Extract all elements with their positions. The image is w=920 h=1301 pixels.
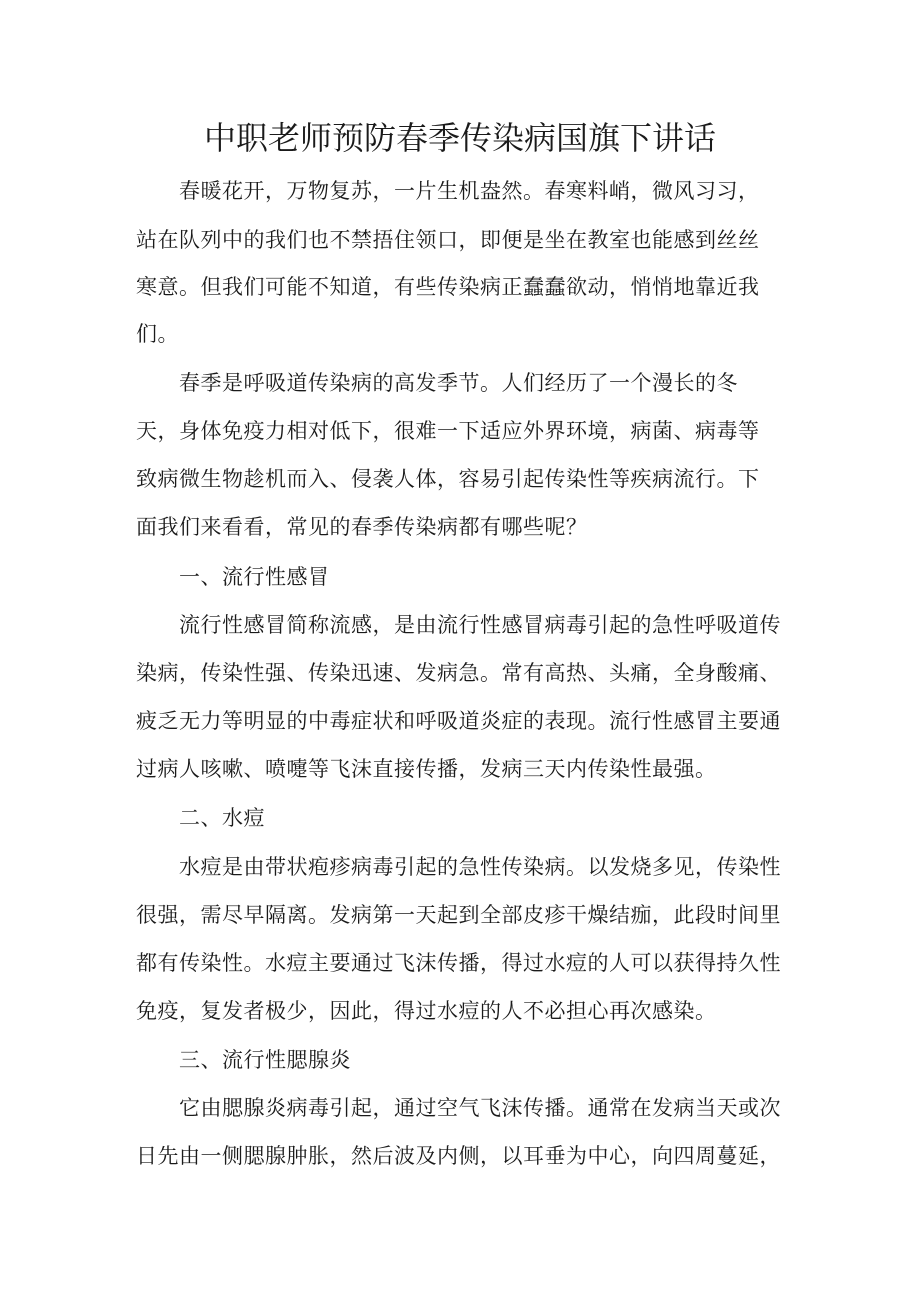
paragraph-3-line-2: 染病，传染性强、传染迅速、发病急。常有高热、头痛，全身酸痛、: [136, 661, 781, 685]
paragraph-2-line-3: 致病微生物趁机而入、侵袭人体，容易引起传染性等疾病流行。下: [136, 467, 760, 491]
paragraph-1-line-3: 寒意。但我们可能不知道，有些传染病正蠢蠢欲动，悄悄地靠近我: [136, 275, 760, 299]
section-heading-influenza: 一、流行性感冒: [179, 565, 330, 589]
paragraph-2-line-2: 天，身体免疫力相对低下，很难一下适应外界环境，病菌、病毒等: [136, 419, 760, 443]
paragraph-4-line-3: 都有传染性。水痘主要通过飞沫传播，得过水痘的人可以获得持久性: [136, 951, 781, 975]
paragraph-3-line-3: 疲乏无力等明显的中毒症状和呼吸道炎症的表现。流行性感冒主要通: [136, 709, 781, 733]
paragraph-2-line-4: 面我们来看看，常见的春季传染病都有哪些呢？: [136, 515, 588, 539]
paragraph-3-line-4: 过病人咳嗽、喷嚏等飞沫直接传播，发病三天内传染性最强。: [136, 757, 717, 781]
paragraph-5-line-1: 它由腮腺炎病毒引起，通过空气飞沫传播。通常在发病当天或次: [179, 1096, 781, 1120]
document-title: 中职老师预防春季传染病国旗下讲话: [203, 119, 716, 157]
section-heading-mumps: 三、流行性腮腺炎: [179, 1048, 351, 1072]
paragraph-5-line-2: 日先由一侧腮腺肿胀，然后波及内侧，以耳垂为中心，向四周蔓延，: [136, 1144, 781, 1168]
paragraph-4-line-2: 很强，需尽早隔离。发病第一天起到全部皮疹干燥结痂，此段时间里: [136, 903, 781, 927]
paragraph-1-line-1: 春暖花开，万物复苏，一片生机盎然。春寒料峭，微风习习，: [179, 179, 760, 203]
paragraph-2-line-1: 春季是呼吸道传染病的高发季节。人们经历了一个漫长的冬: [179, 371, 738, 395]
section-heading-chickenpox: 二、水痘: [179, 806, 265, 830]
paragraph-1-line-4: 们。: [136, 322, 179, 346]
paragraph-4-line-1: 水痘是由带状疱疹病毒引起的急性传染病。以发烧多见，传染性: [179, 855, 781, 879]
paragraph-1-line-2: 站在队列中的我们也不禁捂住领口，即便是坐在教室也能感到丝丝: [136, 228, 760, 252]
paragraph-4-line-4: 免疫，复发者极少，因此，得过水痘的人不必担心再次感染。: [136, 999, 717, 1023]
paragraph-3-line-1: 流行性感冒简称流感，是由流行性感冒病毒引起的急性呼吸道传: [179, 613, 781, 637]
